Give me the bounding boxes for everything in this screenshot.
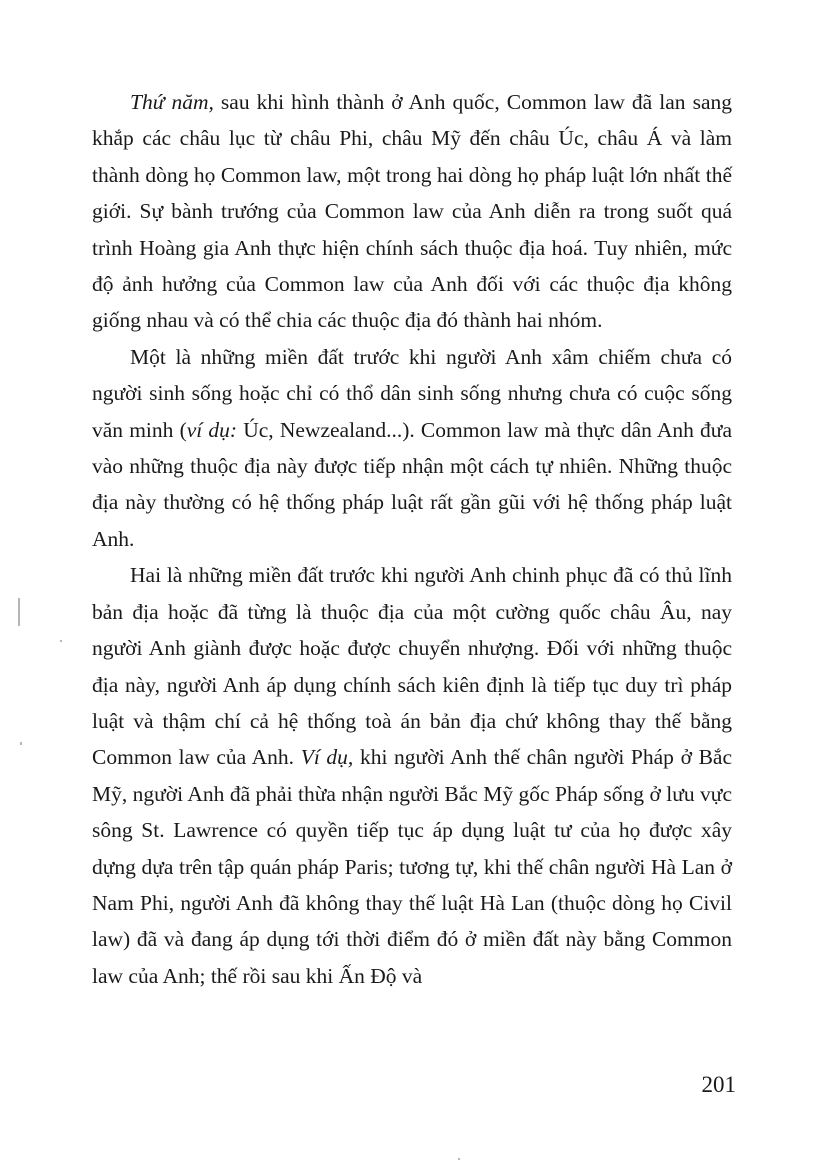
paragraph-2-text-b: Úc, Newzealand...). Common law mà thực dân Anh đưa vào những thuộc địa này được tiếp nhận một cách tự nhiên. Những thuộc địa này thường có hệ thống pháp luật rất gần gũi với hệ thống pháp luật Anh. bbox=[92, 417, 732, 551]
paragraph-2-italic: ví dụ: bbox=[186, 417, 238, 442]
scan-speck bbox=[20, 742, 22, 745]
paragraph-1-lead: Thứ năm, bbox=[130, 90, 214, 114]
scan-speck bbox=[458, 1158, 460, 1160]
paragraph-3-text-b: khi người Anh thế chân người Pháp ở Bắc Mỹ, người Anh đã phải thừa nhận người Bắc Mỹ gốc Pháp sống ở lưu vực sông St. Lawrence có quyền tiếp tục áp dụng luật tư của họ được xây dựng dựa trên tập quán pháp Paris; tương tự, khi thế chân người Hà Lan ở Nam Phi, người Anh đã không thay thế luật Hà Lan (thuộc dòng họ Civil law) đã và đang áp dụng tới thời điểm đó ở miền đất này bằng Common law của Anh; thế rồi sau khi Ấn Độ và bbox=[92, 745, 732, 988]
paragraph-3-italic: Ví dụ, bbox=[300, 745, 354, 770]
body-text bbox=[92, 84, 732, 994]
paragraph-3 bbox=[92, 557, 732, 994]
scan-speck bbox=[60, 640, 62, 642]
page-number: 201 bbox=[701, 1072, 736, 1097]
paragraph-1-text: sau khi hình thành ở Anh quốc, Common law đã lan sang khắp các châu lục từ châu Phi, châu Mỹ đến châu Úc, châu Á và làm thành dòng họ Common law, một trong hai dòng họ pháp luật lớn nhất thế giới. Sự bành trướng của Common law của Anh diễn ra trong suốt quá trình Hoàng gia Anh thực hiện chính sách thuộc địa hoá. Tuy nhiên, mức độ ảnh hưởng của Common law của Anh đối với các thuộc địa không giống nhau và có thể chia các thuộc địa đó thành hai nhóm. bbox=[92, 90, 732, 333]
paragraph-3-text-a: Hai là những miền đất trước khi người Anh chinh phục đã có thủ lĩnh bản địa hoặc đã từng là thuộc địa của một cường quốc châu Âu, nay người Anh giành được hoặc được chuyển nhượng. Đối với những thuộc địa này, người Anh áp dụng chính sách kiên định là tiếp tục duy trì pháp luật và thậm chí cả hệ thống toà án bản địa chứ không thay thế bằng Common law của Anh. bbox=[92, 563, 732, 770]
paragraph-1 bbox=[92, 84, 732, 339]
scan-speck bbox=[18, 598, 20, 626]
paragraph-2-text-a: Một là những miền đất trước khi người Anh xâm chiếm chưa có người sinh sống hoặc chỉ có thổ dân sinh sống nhưng chưa có cuộc sống văn minh ( bbox=[92, 344, 732, 442]
paragraph-2 bbox=[92, 339, 732, 557]
